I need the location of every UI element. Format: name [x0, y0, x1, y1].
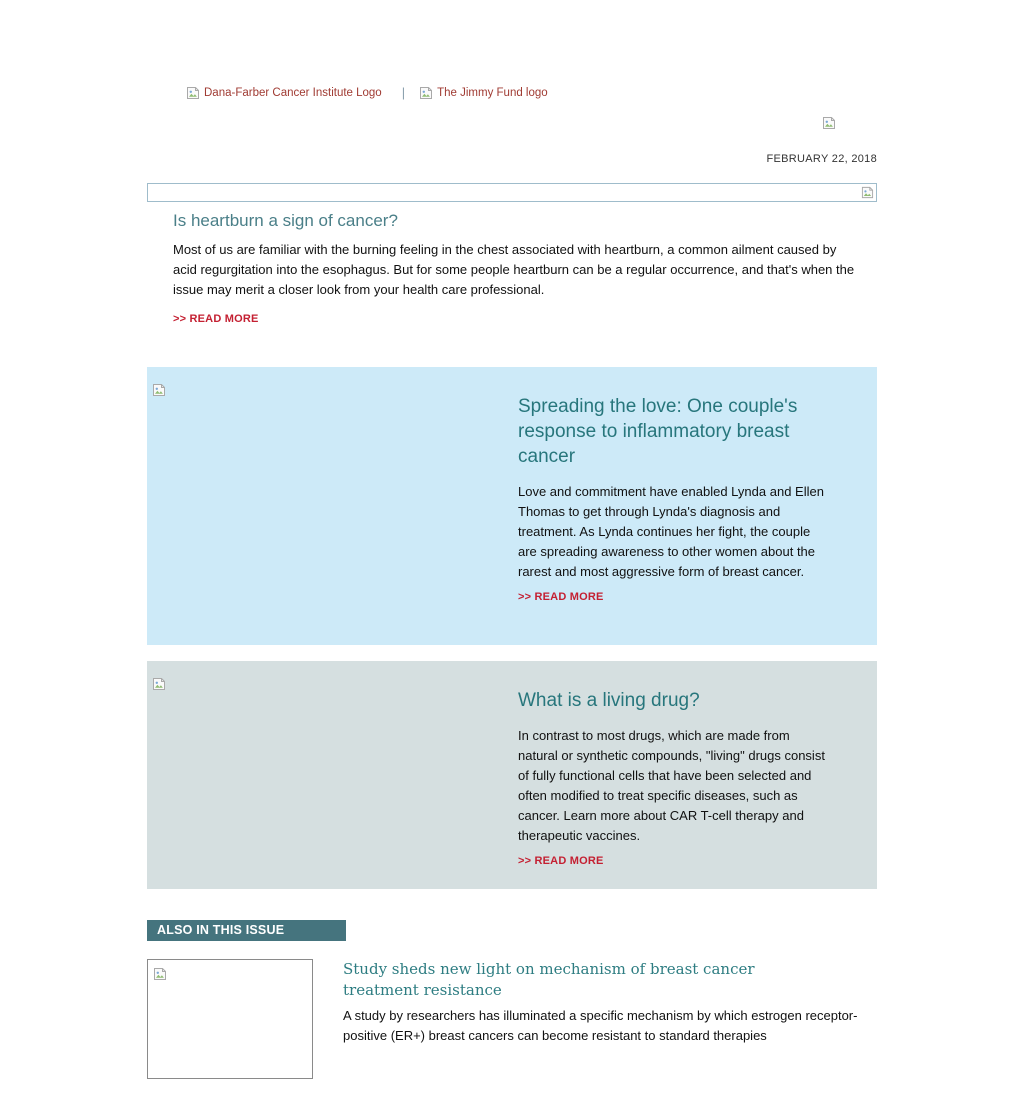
lead-article-title[interactable]: Is heartburn a sign of cancer?: [173, 211, 398, 230]
lead-article: [147, 211, 877, 327]
feature-read-more-link[interactable]: >> READ MORE: [518, 855, 604, 867]
header: [186, 85, 877, 100]
jimmy-fund-logo-alt-text: The Jimmy Fund logo: [437, 86, 548, 99]
feature-article-text: [518, 367, 877, 645]
feature-article-title[interactable]: Spreading the love: One couple's response to inflammatory breast cancer: [518, 396, 798, 467]
feature-article-body: Love and commitment have enabled Lynda and Ellen Thomas to get through Lynda's diagnosis and treatment. As Lynda continues her fight, the couple are spreading awareness to other women about the rarest and most aggressive form of breast cancer.: [518, 484, 824, 579]
also-article-title[interactable]: Study sheds new light on mechanism of breast cancer treatment resistance: [343, 960, 755, 999]
broken-image-icon: [152, 383, 166, 397]
also-article-thumbnail[interactable]: [147, 959, 313, 1079]
broken-image-icon: [419, 86, 433, 100]
logo-separator: |: [401, 85, 406, 100]
dana-farber-logo-alt-text: Dana-Farber Cancer Institute Logo: [204, 86, 382, 99]
also-article-text: [343, 959, 877, 1079]
also-article-body: A study by researchers has illuminated a specific mechanism by which estrogen receptor-positive (ER+) breast cancers can become resistant to standard therapies: [343, 1008, 858, 1043]
feature-article-image[interactable]: [147, 661, 518, 889]
feature-read-more-link[interactable]: >> READ MORE: [518, 591, 604, 603]
jimmy-fund-logo[interactable]: [419, 86, 548, 100]
issue-date: FEBRUARY 22, 2018: [766, 153, 877, 165]
broken-image-icon: [152, 677, 166, 691]
broken-image-icon: [822, 116, 836, 130]
header-right-image[interactable]: [147, 116, 877, 132]
dana-farber-logo[interactable]: [186, 86, 382, 100]
also-article: [147, 959, 877, 1079]
broken-image-icon: [186, 86, 200, 100]
feature-article-text: [518, 661, 877, 889]
broken-image-icon: [153, 967, 167, 981]
feature-article-body: In contrast to most drugs, which are made from natural or synthetic compounds, "living" drugs consist of fully functional cells that have been selected and often modified to treat specific diseases, such as cancer. Learn more about CAR T-cell therapy and therapeutic vaccines.: [518, 728, 825, 843]
top-banner-image[interactable]: [147, 183, 877, 202]
broken-image-icon: [861, 186, 874, 199]
newsletter-body: [147, 85, 877, 1079]
feature-article-title[interactable]: What is a living drug?: [518, 690, 700, 711]
lead-article-body: Most of us are familiar with the burning feeling in the chest associated with heartburn, a common ailment caused by acid regurgitation into the esophagus. But for some people heartburn can be a regular occurrence, and that's when the issue may merit a closer look from your health care professional.: [173, 242, 855, 297]
feature-article-gray: [147, 661, 877, 889]
feature-article-image[interactable]: [147, 367, 518, 645]
also-in-this-issue-header: ALSO IN THIS ISSUE: [147, 920, 346, 941]
feature-article-blue: [147, 367, 877, 645]
lead-read-more-link[interactable]: >> READ MORE: [173, 313, 259, 325]
